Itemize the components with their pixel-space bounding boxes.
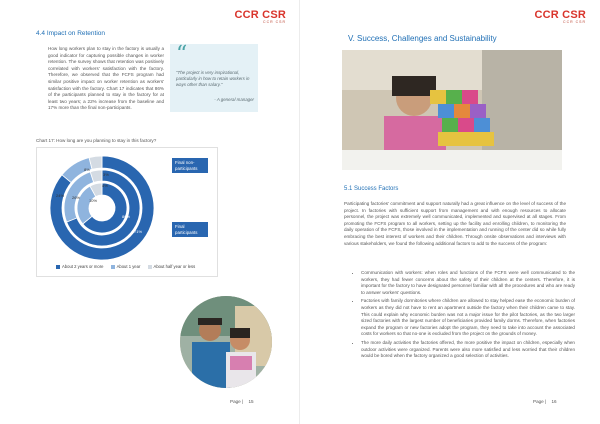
legend-swatch-1yr [111, 265, 115, 269]
label-dark-2: 68% [145, 235, 154, 240]
quote-text: "The project is very inspirational, particularly in how to retain workers in ways other than salary." [176, 70, 250, 87]
photo-illustration-blocks [342, 50, 562, 170]
retention-body-text: How long workers plan to stay in the factory is usually a good indicator for capturing possible changes in worker retention. The survey shows that retention was positively correlated with workers' satisfaction with the factory. Therefore, we observed that the FCFS program had similar positive impact on worker retention as workers' satisfaction with the factory. Chart 17 indicates that 86% of the participants planned to stay in the factory for at least two years; a 22% increase from the baseline and 17% more than the final non-participants. [48, 46, 164, 111]
chart-legend [50, 264, 195, 269]
label-light-0: 10% [89, 198, 98, 203]
page-number-value-left: 15 [248, 399, 254, 404]
ring-label-baseline: Baseline [97, 210, 113, 215]
legend-label-2yrs: About 2 years or more [62, 264, 104, 269]
quote-attribution: - A general manager [214, 97, 254, 102]
list-item: • Factories with family dormitories where children are allowed to stay helped ease the economic burden of workers as they did not have to rent an apartment outside the factory when their children came to stay. This could explain why economic burden was not a major issue for the pilot factories, as the two larger sized factories with the largest number of beneficiaries provided family dorms. Therefore, when factories expand the program or new factories adopt the program, they need to take into account the associated costs for workers so that no-one is excluded from the project on the grounds of money. [361, 298, 575, 338]
donut-rings [50, 156, 154, 260]
page-label-left: Page | [230, 399, 244, 404]
label-light-2: 24% [56, 193, 65, 198]
donut-chart [44, 152, 164, 264]
legend-label-1yr: About 1 year [116, 264, 141, 269]
callout-final-participants: Final participants [172, 222, 208, 237]
ccr-csr-logo [234, 10, 286, 24]
section-title: 4.4 Impact on Retention [36, 30, 106, 37]
label-dark-1: 71% [134, 229, 143, 234]
chart-caption: Chart 17: How long are you planning to stay in this factory? [36, 138, 157, 143]
page-label-right: Page | [533, 399, 547, 404]
callout-final-non-participants: Final non-participants [172, 158, 208, 173]
list-item: • The more daily activities the factories offered, the more positive the impact on children, especially when outdoor activities were organized. Parents were also more satisfied and less worried that their children would be bored when the factory organized a good selection of activities. [361, 340, 575, 360]
label-grey-2: 8% [84, 167, 90, 172]
section-title-right: V. Success, Challenges and Sustainability [348, 34, 497, 43]
subsection-title: 5.1 Success Factors [344, 186, 399, 192]
page-number-left [230, 399, 254, 404]
label-grey-0: 4% [102, 183, 108, 188]
label-grey-1: 3% [103, 172, 109, 177]
ccr-csr-logo-right [534, 10, 586, 24]
logo-subtext-right: CCR CSR [563, 20, 586, 24]
logo-text: CCR CSR [234, 9, 286, 21]
legend-swatch-2yrs [56, 265, 60, 269]
page-number-value-right: 16 [551, 399, 557, 404]
legend-label-half: About half year or less [153, 264, 196, 269]
legend-swatch-half [148, 265, 152, 269]
quote-mark-icon: “ [176, 42, 188, 67]
list-item: • Communication with workers: when roles and functions of the FCFS were well communicated to the workers, they had fewer concerns about the safety of their children at the centers. Therefore, it is important for the factory to have designated personnel familiar with all the procedures and who are ready to answer workers' questions. [361, 270, 575, 296]
success-factors-list [352, 270, 575, 362]
success-intro-text: Participating factories' commitment and support naturally had a great influence on the level of success of the project. In factories with sufficient support from management and with enough resources to allocate personnel, the project was extremely well communicated, implemented and supervised at all stages. From promoting the FCFS program to all workers, setting up the facility and enrolling children, to monitoring the daily operation of the FCFS, those involved in the implementation and running of the center did so while fully embracing the best interest of workers and their children. Through onsite observations and interviews with various stakeholders, we found the following additional factors to add to the success of the program: [344, 201, 566, 246]
photo-child-with-blocks [342, 50, 562, 170]
photo-illustration [180, 296, 272, 388]
label-dark-0: 86% [122, 214, 131, 219]
logo-subtext: CCR CSR [263, 20, 286, 24]
page-number-right [533, 399, 557, 404]
logo-text-right: CCR CSR [534, 9, 586, 21]
label-light-1: 26% [72, 195, 81, 200]
photo-worker-and-child [180, 296, 272, 388]
